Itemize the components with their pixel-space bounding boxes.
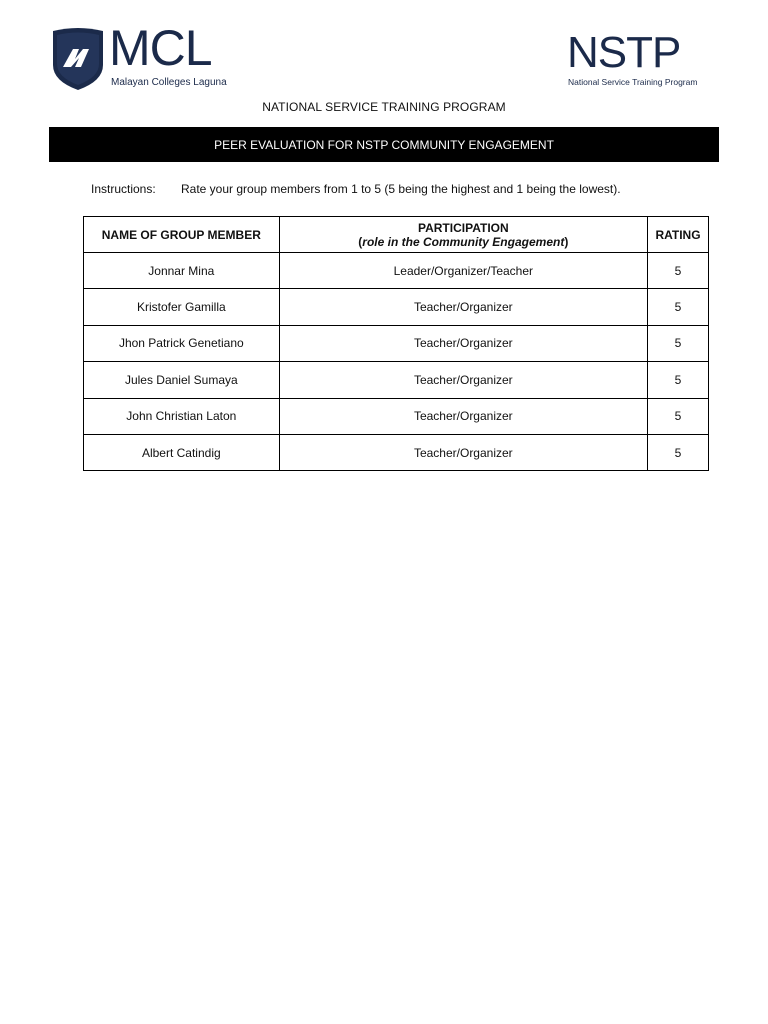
header-name: NAME OF GROUP MEMBER bbox=[84, 217, 280, 253]
nstp-subtitle: National Service Training Program bbox=[568, 77, 698, 87]
member-name: Albert Catindig bbox=[84, 434, 280, 470]
table-header-row bbox=[84, 217, 709, 253]
table-row bbox=[84, 289, 709, 325]
document-title: NATIONAL SERVICE TRAINING PROGRAM bbox=[262, 100, 506, 114]
header-participation-subtitle bbox=[280, 235, 647, 249]
table-row bbox=[84, 253, 709, 289]
form-banner bbox=[49, 127, 719, 162]
member-rating: 5 bbox=[648, 289, 709, 325]
member-name: Jules Daniel Sumaya bbox=[84, 362, 280, 398]
member-name: Jonnar Mina bbox=[84, 253, 280, 289]
member-participation: Teacher/Organizer bbox=[279, 398, 647, 434]
peer-evaluation-table bbox=[83, 216, 709, 471]
table-row bbox=[84, 362, 709, 398]
paren-close: ) bbox=[564, 234, 569, 249]
member-participation: Teacher/Organizer bbox=[279, 434, 647, 470]
mcl-wordmark: MCL bbox=[109, 20, 212, 76]
form-banner-text: PEER EVALUATION FOR NSTP COMMUNITY ENGAGEMENT bbox=[214, 137, 554, 152]
table-row bbox=[84, 434, 709, 470]
header-participation-role: role in the Community Engagement bbox=[362, 234, 565, 249]
member-rating: 5 bbox=[648, 362, 709, 398]
member-name: John Christian Laton bbox=[84, 398, 280, 434]
member-name: Kristofer Gamilla bbox=[84, 289, 280, 325]
header-rating: RATING bbox=[648, 217, 709, 253]
instructions-label: Instructions: bbox=[91, 182, 156, 196]
header-participation-title: PARTICIPATION bbox=[417, 220, 509, 235]
mcl-shield-icon bbox=[51, 27, 105, 91]
member-participation: Teacher/Organizer bbox=[279, 289, 647, 325]
mcl-logo bbox=[51, 20, 227, 93]
instructions bbox=[91, 182, 621, 196]
table-row bbox=[84, 398, 709, 434]
member-name: Jhon Patrick Genetiano bbox=[84, 325, 280, 361]
member-rating: 5 bbox=[648, 434, 709, 470]
paren-open: ( bbox=[358, 234, 363, 249]
header-participation bbox=[279, 217, 647, 253]
mcl-subtitle: Malayan Colleges Laguna bbox=[111, 77, 227, 88]
member-participation: Teacher/Organizer bbox=[279, 362, 647, 398]
instructions-text: Rate your group members from 1 to 5 (5 being the highest and 1 being the lowest). bbox=[181, 182, 621, 196]
member-rating: 5 bbox=[648, 398, 709, 434]
table-row bbox=[84, 325, 709, 361]
nstp-wordmark: NSTP bbox=[567, 28, 681, 77]
member-rating: 5 bbox=[648, 325, 709, 361]
member-rating: 5 bbox=[648, 253, 709, 289]
nstp-logo bbox=[567, 28, 698, 91]
member-participation: Teacher/Organizer bbox=[279, 325, 647, 361]
member-participation: Leader/Organizer/Teacher bbox=[279, 253, 647, 289]
